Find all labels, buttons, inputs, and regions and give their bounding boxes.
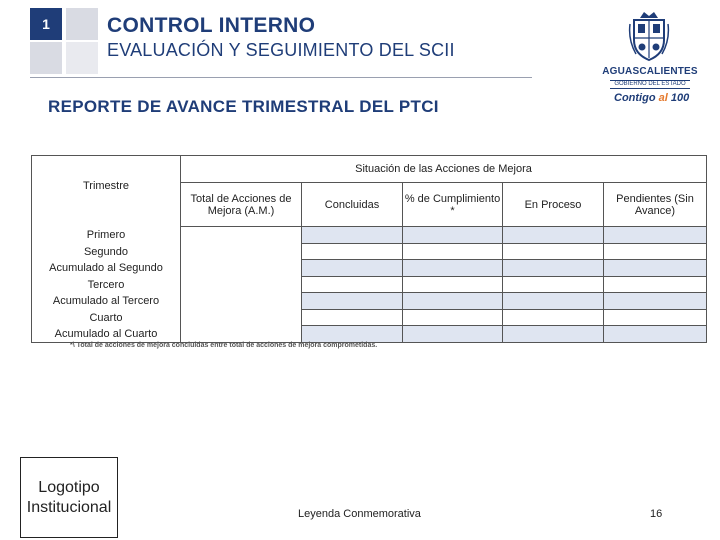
table-cell	[403, 277, 503, 293]
table-cell	[302, 227, 403, 244]
table-cell	[403, 326, 503, 343]
quarter-label: Segundo	[32, 244, 181, 260]
group-header: Situación de las Acciones de Mejora	[181, 156, 707, 183]
logo-slogan: Contigo al 100	[614, 92, 690, 104]
quarter-label: Primero	[32, 227, 181, 244]
table-cell	[503, 277, 604, 293]
table-cell	[403, 293, 503, 310]
quarter-label: Acumulado al Segundo	[32, 260, 181, 277]
table-cell	[302, 277, 403, 293]
table-cell	[503, 293, 604, 310]
table-cell	[604, 277, 707, 293]
table-cell	[302, 293, 403, 310]
decorative-square	[66, 8, 98, 40]
table-cell	[302, 310, 403, 326]
col-header-total: Total de Acciones de Mejora (A.M.)	[181, 183, 302, 227]
state-logo	[600, 8, 700, 108]
coat-of-arms-icon	[628, 10, 670, 62]
table-footnote: *\ Total de acciones de mejora concluidas entre total de acciones de mejora comprometidas.	[70, 342, 378, 349]
table-cell	[503, 244, 604, 260]
logo-government: GOBIERNO DEL ESTADO	[610, 80, 690, 89]
table-cell	[302, 244, 403, 260]
col-header-en-proceso: En Proceso	[503, 183, 604, 227]
table-cell	[604, 310, 707, 326]
report-title: REPORTE DE AVANCE TRIMESTRAL DEL PTCI	[48, 97, 439, 116]
trimestre-header: Trimestre	[32, 156, 181, 227]
header-divider	[30, 77, 532, 78]
header-subtitle: EVALUACIÓN Y SEGUIMIENTO DEL SCII	[107, 40, 455, 60]
quarter-label: Acumulado al Cuarto	[32, 326, 181, 343]
table-cell	[403, 227, 503, 244]
institutional-logo-placeholder: Logotipo Institucional	[20, 457, 118, 538]
table-cell	[604, 244, 707, 260]
table-cell	[503, 310, 604, 326]
decorative-square	[30, 42, 62, 74]
col-header-pendientes: Pendientes (Sin Avance)	[604, 183, 707, 227]
table-cell	[302, 326, 403, 343]
quarter-label: Tercero	[32, 277, 181, 293]
table-cell	[403, 310, 503, 326]
table-cell	[604, 260, 707, 277]
table-cell	[403, 260, 503, 277]
quarter-label: Acumulado al Tercero	[32, 293, 181, 310]
decorative-square	[66, 42, 98, 74]
slide-number-badge	[30, 8, 62, 40]
logo-state-name: AGUASCALIENTES	[602, 66, 698, 77]
table-cell	[604, 326, 707, 343]
table-cell	[604, 293, 707, 310]
table-cell	[302, 260, 403, 277]
total-am-cell	[181, 227, 302, 343]
slide-number: 1	[42, 16, 50, 32]
table-cell	[604, 227, 707, 244]
page-number: 16	[650, 508, 663, 520]
table-cell	[403, 244, 503, 260]
col-header-concluidas: Concluidas	[302, 183, 403, 227]
table-cell	[503, 227, 604, 244]
col-header-cumplimiento: % de Cumplimiento *	[403, 183, 503, 227]
header-title: CONTROL INTERNO	[107, 14, 316, 37]
table-cell	[503, 260, 604, 277]
quarter-label: Cuarto	[32, 310, 181, 326]
table-cell	[503, 326, 604, 343]
progress-report-table	[31, 155, 707, 343]
commemorative-legend: Leyenda Conmemorativa	[298, 508, 421, 520]
